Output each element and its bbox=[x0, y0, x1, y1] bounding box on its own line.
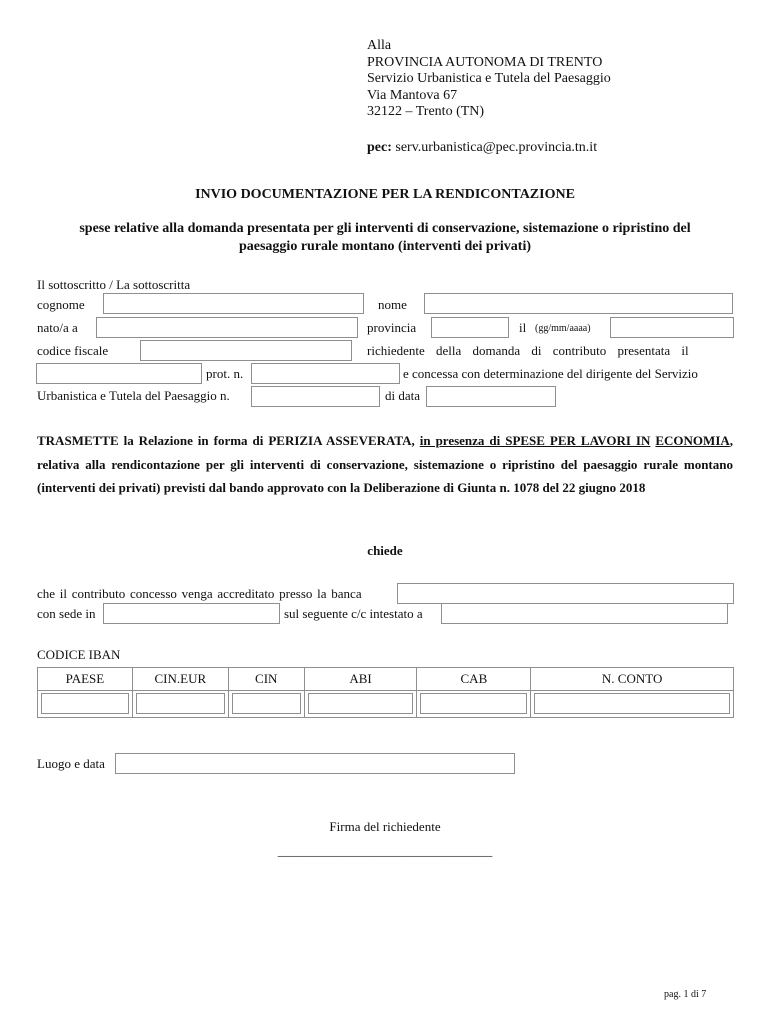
iban-table bbox=[37, 667, 734, 718]
nato-field[interactable] bbox=[96, 317, 358, 338]
recipient-line: Servizio Urbanistica e Tutela del Paesaggio bbox=[367, 71, 611, 86]
iban-cin-eur-field[interactable] bbox=[136, 693, 225, 714]
provincia-field[interactable] bbox=[431, 317, 509, 338]
iban-header-conto: N. CONTO bbox=[531, 668, 734, 691]
servizio-text: Urbanistica e Tutela del Paesaggio n. bbox=[37, 388, 230, 403]
document-subtitle: spese relative alla domanda presentata per gli interventi di conservazione, sistemazione o ripristino del bbox=[79, 221, 691, 236]
iban-header-row bbox=[38, 668, 734, 691]
cognome-label: cognome bbox=[37, 297, 85, 312]
iban-cell bbox=[531, 691, 734, 718]
iban-cell bbox=[228, 691, 304, 718]
iban-cell bbox=[132, 691, 228, 718]
luogo-label: Luogo e data bbox=[37, 756, 105, 771]
codice-fiscale-label: codice fiscale bbox=[37, 343, 109, 358]
iban-title: CODICE IBAN bbox=[37, 647, 121, 662]
il-label: il bbox=[519, 320, 527, 335]
document-title: INVIO DOCUMENTAZIONE PER LA RENDICONTAZIONE bbox=[195, 187, 575, 202]
cc-label: sul seguente c/c intestato a bbox=[284, 606, 423, 621]
luogo-data-field[interactable] bbox=[115, 753, 515, 774]
recipient-address bbox=[367, 38, 611, 121]
recipient-line: Via Mantova 67 bbox=[367, 87, 458, 103]
nome-label: nome bbox=[378, 297, 407, 312]
document-subtitle-2: paesaggio rurale montano (interventi dei privati) bbox=[238, 239, 532, 254]
bank-name-field[interactable] bbox=[397, 583, 734, 604]
richiedente-text-content: richiedente della domanda di contributo presentata il bbox=[367, 343, 689, 358]
iban-header-paese: PAESE bbox=[38, 668, 133, 691]
pec-line bbox=[367, 139, 597, 156]
iban-input-row bbox=[38, 691, 734, 718]
birth-date-field[interactable] bbox=[610, 317, 734, 338]
banca-text: che il contributo concesso venga accreditato presso la banca bbox=[37, 586, 362, 601]
recipient-line: Alla bbox=[367, 38, 392, 53]
iban-abi-field[interactable] bbox=[308, 693, 414, 714]
iban-cell bbox=[417, 691, 531, 718]
recipient-line: PROVINCIA AUTONOMA DI TRENTO bbox=[367, 54, 603, 70]
iban-cell bbox=[38, 691, 133, 718]
signature-line[interactable]: _________________________________ bbox=[277, 843, 493, 858]
iban-conto-field[interactable] bbox=[534, 693, 730, 714]
signature-label: Firma del richiedente bbox=[329, 819, 441, 834]
determination-number-field[interactable] bbox=[251, 386, 380, 407]
iban-cab-field[interactable] bbox=[420, 693, 527, 714]
sede-label: con sede in bbox=[37, 606, 96, 621]
codice-fiscale-field[interactable] bbox=[140, 340, 352, 361]
recipient-line: 32122 – Trento (TN) bbox=[367, 104, 485, 119]
iban-header-cab: CAB bbox=[417, 668, 531, 691]
prot-label: prot. n. bbox=[206, 366, 244, 381]
date-format-hint: (gg/mm/aaaa) bbox=[535, 323, 591, 334]
trasmette-underlined: in presenza di SPESE PER LAVORI IN bbox=[419, 433, 651, 448]
di-data-label: di data bbox=[385, 388, 421, 403]
submission-date-field[interactable] bbox=[36, 363, 202, 384]
trasmette-paragraph bbox=[37, 429, 733, 500]
iban-cin-field[interactable] bbox=[232, 693, 301, 714]
prot-number-field[interactable] bbox=[251, 363, 400, 384]
iban-header-cin: CIN bbox=[228, 668, 304, 691]
account-holder-field[interactable] bbox=[441, 603, 728, 624]
determination-date-field[interactable] bbox=[426, 386, 556, 407]
iban-header-abi: ABI bbox=[304, 668, 417, 691]
nato-label: nato/a a bbox=[37, 320, 78, 335]
iban-paese-field[interactable] bbox=[41, 693, 129, 714]
bank-city-field[interactable] bbox=[103, 603, 280, 624]
provincia-label: provincia bbox=[367, 320, 417, 335]
applicant-intro: Il sottoscritto / La sottoscritta bbox=[37, 277, 191, 292]
nome-field[interactable] bbox=[424, 293, 733, 314]
concessa-text: e concessa con determinazione del dirigente del Servizio bbox=[403, 366, 698, 381]
pec-label: pec: bbox=[367, 140, 392, 155]
richiedente-text bbox=[367, 343, 733, 359]
chiede-heading: chiede bbox=[367, 543, 403, 558]
trasmette-text-2: , relativa alla rendicontazione per gli interventi di conservazione, sistemazione o ripristino del paesaggio rurale montano (interventi dei privati) previsti dal bando approvato con la Deliberazione di Giunta n. 1078 del 22 giugno 2018 bbox=[37, 433, 734, 495]
page-number: pag. 1 di 7 bbox=[664, 989, 707, 1000]
iban-header-cin-eur: CIN.EUR bbox=[132, 668, 228, 691]
pec-address: serv.urbanistica@pec.provincia.tn.it bbox=[395, 140, 598, 155]
cognome-field[interactable] bbox=[103, 293, 364, 314]
trasmette-underlined-2: ECONOMIA bbox=[655, 433, 730, 448]
trasmette-text: TRASMETTE la Relazione in forma di PERIZIA ASSEVERATA, bbox=[37, 433, 420, 448]
iban-cell bbox=[304, 691, 417, 718]
